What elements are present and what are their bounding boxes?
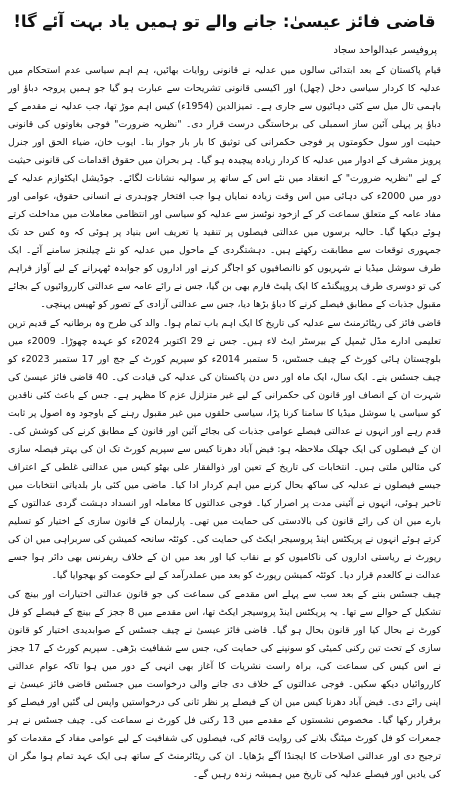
article-headline: قاضی فائز عیسیٰ: جانے والے تو ہمیں یاد بہت آئے گا! (13, 12, 436, 31)
article-paragraph: قاضی فائز کی ریٹائرمنٹ سے عدلیہ کی تاریخ کا ایک اہم باب تمام ہوا۔ والد کی طرح وہ برطانیہ کے قدیم ترین تعلیمی ادارے مڈل ٹیمپل کے بیرسٹر ایٹ لاء ہیں۔ جس نے 29 اکتوبر 2024ء کو عہدہ چھوڑا۔ 2009ء میں بلوچستان ہائی کورٹ کے چیف جسٹس، 5 ستمبر 2014ء کو سپریم کورٹ کے جج اور 17 ستمبر 2023ء کو چیف جسٹس بنے۔ ایک سال، ایک ماہ اور دس دن پاکستان کی عدلیہ کی قیادت کی۔ 40 قاضی فائز عیسیٰ کی شہرت ان کے انصاف اور قانون کی حکمرانی کے لیے غیر متزلزل عزم کا مظہر ہے۔ جس کے باعث کئی ناقدین کو سیاسی یا سوشل میڈیا کا سامنا کرنا پڑا، سیاسی حلقوں میں غیر مقبول رہنے کے باوجود وہ اصول پر ثابت قدم رہے اور انہوں نے عدالتی فیصلے عوامی جذبات کی بجائے آئین اور قانون کے مطابق کرنے کی کوشش کی۔ ان کے فیصلوں کی ایک جھلک ملاحظہ ہو: فیض آباد دھرنا کیس سے سپریم کورٹ تک ان کی بہتر فیصلہ سازی کی مثالیں ملتی ہیں۔ انتخابات کی تاریخ کے تعین اور ذوالفقار علی بھٹو کیس میں عدالتی غلطی کے اعتراف جیسے فیصلوں نے عدلیہ کی ساکھ بحال کرنے میں اہم کردار ادا کیا۔ ماضی میں کئی بار بلدیاتی انتخابات میں تاخیر ہوئی، انہوں نے آئینی مدت پر اصرار کیا۔ فوجی عدالتوں کا معاملہ اور انسداد دہشت گردی عدالتوں کے بارے میں ان کی رائے قانون کی بالادستی کی حمایت میں تھی۔ پارلیمان کے قانون سازی کے اختیار کو تسلیم کرتے ہوئے انہوں نے پریکٹس اینڈ پروسیجر ایکٹ کی حمایت کی۔ کوئٹہ سانحہ کمیشن کی سربراہی میں ان کی رپورٹ نے ریاستی اداروں کی ناکامیوں کو بے نقاب کیا اور بعد میں ان کے خلاف ریفرنس بھی دائر ہوا جسے عدالت نے کالعدم قرار دیا۔ کوئٹہ کمیشن رپورٹ کو بعد میں عملدرآمد کے لیے حکومت کو بھجوایا گیا۔ (8, 318, 442, 581)
article-paragraph: چیف جسٹس بننے کے بعد سب سے پہلے اس مقدمے کی سماعت کی جو قانون عدالتی اختیارات اور بینچ کی تشکیل کے حوالے سے تھا۔ یہ پریکٹس اینڈ پروسیجر ایکٹ تھا، اس مقدمے میں 8 ججز کے بینچ کے فیصلے کو فل کورٹ نے بحال کیا اور قانون بحال ہو گیا۔ قاضی فائز عیسیٰ نے چیف جسٹس کے صوابدیدی اختیار کو قانون سازی کے تحت تین رکنی کمیٹی کو سونپنے کی حمایت کی، جس سے شفافیت بڑھی۔ سپریم کورٹ کے 17 ججز نے اس کیس کی سماعت کی، براہ راست نشریات کا آغاز بھی انہی کے دور میں ہوا تاکہ عوام عدالتی کارروائیاں دیکھ سکیں۔ فوجی عدالتوں کے خلاف دی جانے والی درخواست میں جسٹس قاضی فائز عیسیٰ نے اپنی رائے دی۔ فیض آباد دھرنا کیس میں ان کے فیصلے پر نظر ثانی کی درخواستیں واپس لی گئیں اور فیصلے کو برقرار رکھا گیا۔ مخصوص نشستوں کے مقدمے میں 13 رکنی فل کورٹ نے سماعت کی۔ چیف جسٹس نے ہر جمعرات کو فل کورٹ میٹنگ بلانے کی روایت قائم کی، فیصلوں کی شفافیت کے لیے عوامی مفاد کے مقدمات کو ترجیح دی اور عدالتی اصلاحات کا ایجنڈا آگے بڑھایا۔ ان کی ریٹائرمنٹ کے ساتھ ہی ایک عہد تمام ہوا مگر ان کی یادیں اور فیصلے عدلیہ کی تاریخ میں ہمیشہ زندہ رہیں گے۔ (8, 589, 441, 780)
author-byline: پروفیسر عبدالواحد سجاد (333, 45, 437, 56)
article-paragraph: قیام پاکستان کے بعد ابتدائی سالوں میں عدلیہ نے قانونی روایات بھائیں، ہم اہم سیاسی عدم استحکام میں عدلیہ کا کردار سیاسی دخل (چھل) اور اکیسی قانونی تشریحات سے عبارت ہو گیا جو ہمیں پروجہ دباؤ اور باہمی تال میل سے کئی دہائیوں سے جاری ہے۔ تمیزالدین (1954ء) کیس اہم موڑ تھا، جب عدلیہ نے مقدمے کے دباؤ پر پہلی آئین ساز اسمبلی کی برخاستگی درست قرار دی۔ "نظریہ ضرورت" فوجی بغاوتوں کی قانونی حیثیت اور سول حکومتوں پر فوجی حکمرانی کی توثیق کا بار بار جواز بنا۔ ایوب خان، ضیاء الحق اور جنرل پرویز مشرف کے ادوار میں عدلیہ کا کردار زیادہ پیچیدہ ہو گیا۔ ہر بحران میں حقوق اقدامات کی قانونی حیثیت کے لیے "نظریہ ضرورت" کے انعقاد میں نئے اس کے ساتھ پر سوالیہ نشانات لگائے۔ جوڈیشل ایکٹوازم عدلیہ کے دور میں 2000ء کی دہائی میں اس وقت زیادہ نمایاں ہوا جب افتخار چوہدری نے انسانی حقوق، عوامی اور مفاد عامہ کے متعلق سماعت کر کے ازخود نوٹسز سے عدلیہ کو سیاسی اور انتظامی معاملات میں مداخلت کرتے ہوئے دیکھا گیا۔ حالیہ برسوں میں عدالتی فیصلوں پر تنقید یا تعریف اس بنیاد پر ہوئی کہ وہ کس حد تک جمہوری توقعات سے مطابقت رکھتے ہیں۔ دہشتگردی کے ماحول میں عدلیہ کو نئے چیلنجز سامنے آئے۔ ایک طرف سوشل میڈیا نے شہریوں کو ناانصافیوں کو اجاگر کرنے اور اداروں کو جوابدہ ٹھہرانے کے لیے آواز فراہم کی تو دوسری طرف پروپیگنڈے کا ایک پلیٹ فارم بھی بن گیا، جس نے رائے عامہ سے عدالتی کارروائیوں کے بجائے مقبول جذبات کے مطابق فیصلے کرنے کا دباؤ بڑھا دیا، جس سے عدالتی آزادی کے تصور کو ٹھیس پہنچی۔ (8, 65, 441, 310)
article-body (8, 62, 441, 784)
